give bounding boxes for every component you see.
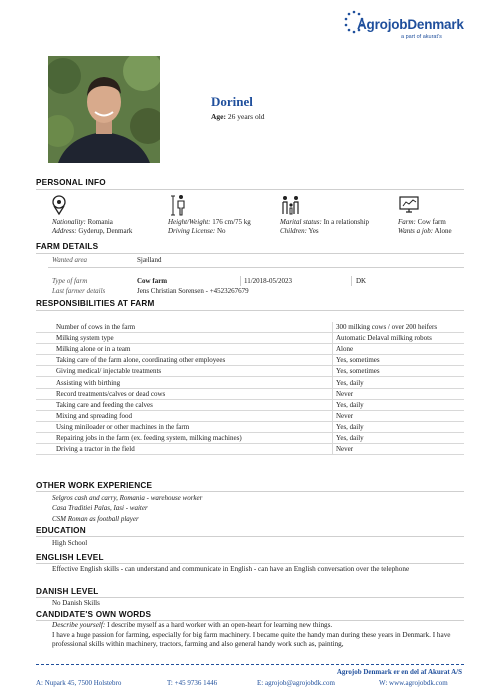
responsibility-task: Repairing jobs in the farm (ex. feeding system, milking machines) [36, 432, 333, 443]
responsibility-frequency: Automatic Delaval milking robots [333, 333, 465, 344]
responsibility-frequency: Yes, daily [333, 399, 465, 410]
wanted-area-label: Wanted area [52, 256, 88, 264]
table-row [36, 322, 464, 333]
farm-type-label: Type of farm [52, 277, 88, 285]
footer-email[interactable]: E: agrojob@agrojobdk.com [257, 679, 335, 687]
responsibilities-table [36, 322, 464, 455]
divider [351, 276, 352, 286]
farm-type: Farm: Cow farm Wants a job: Alone [398, 218, 452, 235]
table-row [36, 344, 464, 355]
table-row [36, 377, 464, 388]
responsibility-frequency: Yes, daily [333, 432, 465, 443]
last-farmer-label: Last farmer details [52, 287, 106, 295]
section-responsibilities: RESPONSIBILITIES AT FARM [36, 299, 155, 308]
responsibility-frequency: Yes, daily [333, 421, 465, 432]
section-farm-details: FARM DETAILS [36, 242, 99, 251]
responsibility-frequency: Alone [333, 344, 465, 355]
children: Children: [280, 227, 307, 235]
table-row [36, 388, 464, 399]
divider [36, 310, 464, 311]
responsibility-task: Giving medical/ injectable treatments [36, 366, 333, 377]
family-icon [280, 194, 302, 216]
table-row [36, 421, 464, 432]
candidate-name: Dorinel [211, 94, 253, 109]
responsibility-task: Taking care and feeding the calves [36, 399, 333, 410]
brand-name: AgrojobDenmark [357, 17, 464, 32]
height-weight: Height/Weight: 176 cm/75 kg Driving License: No [168, 218, 251, 235]
responsibility-frequency: Never [333, 388, 465, 399]
company-logo [343, 10, 468, 46]
location-pin-icon [48, 194, 70, 216]
list-item: Selgros cash and carry, Romania - warehouse worker [52, 494, 203, 502]
responsibility-task: Using miniloader or other machines in the farm [36, 421, 333, 432]
candidate-photo [48, 56, 160, 163]
farm-type-value: Cow farm [137, 277, 168, 285]
candidate-age: Age: 26 years old [211, 112, 265, 121]
responsibility-task: Record treatments/calves or dead cows [36, 388, 333, 399]
farm-computer-icon [398, 194, 420, 216]
section-danish-level: DANISH LEVEL [36, 587, 99, 596]
marital-status: Marital status: In a relationship Children: Yes [280, 218, 370, 235]
person-measure-icon [170, 194, 192, 216]
footer-address: A: Nupark 45, 7500 Holstebro [36, 679, 122, 687]
divider [36, 563, 464, 564]
responsibility-task: Milking system type [36, 333, 333, 344]
divider [36, 491, 464, 492]
footer-company: Agrojob Denmark er en del af Akurat A/S [336, 668, 462, 676]
farm-country: DK [356, 277, 367, 285]
section-other-work: OTHER WORK EXPERIENCE [36, 481, 153, 490]
list-item: Casa Traditiei Palas, Iasi - waiter [52, 504, 148, 513]
nationality: Nationality: Romania Address: Gyderup, Denmark [52, 218, 133, 235]
responsibility-task: Number of cows in the farm [36, 322, 333, 333]
table-row [36, 399, 464, 410]
responsibility-task: Milking alone or in a team [36, 344, 333, 355]
responsibility-frequency: Never [333, 444, 465, 455]
divider [36, 597, 464, 598]
wanted-area-value: Sjælland [137, 256, 162, 264]
section-english-level: ENGLISH LEVEL [36, 553, 104, 562]
responsibility-task: Taking care of the farm alone, coordinating other employees [36, 355, 333, 366]
responsibility-task: Driving a tractor in the field [36, 444, 333, 455]
footer-phone: T: +45 9736 1446 [167, 679, 218, 687]
section-own-words: CANDIDATE'S OWN WORDS [36, 610, 152, 619]
divider [36, 189, 464, 190]
own-words-text: Describe yourself: I describe myself as a hard worker with an open-heart for learning new things. I have a huge passion for farming, especially for big farm machinery. I became quite the handy man during these years in Denmark. I have professional skills within machinery, tractors, farming and also general handy work such as, painting, [52, 621, 451, 648]
divider [36, 253, 464, 254]
table-row [36, 355, 464, 366]
table-row [36, 444, 464, 455]
responsibility-frequency: Yes, sometimes [333, 355, 465, 366]
divider [36, 536, 464, 537]
wants-job: Wants a job: [398, 227, 434, 235]
section-education: EDUCATION [36, 526, 86, 535]
farm-period: 11/2018-05/2023 [244, 277, 292, 285]
footer-divider [36, 664, 464, 665]
responsibility-task: Assisting with birthing [36, 377, 333, 388]
danish-value: No Danish Skills [52, 599, 100, 607]
last-farmer-value: Jens Christian Sorensen - +4523267679 [137, 287, 249, 295]
responsibility-frequency: Yes, daily [333, 377, 465, 388]
table-row [36, 410, 464, 421]
brand-subtitle: a part of akurat’s [401, 34, 442, 40]
responsibility-frequency: Yes, sometimes [333, 366, 465, 377]
footer-website[interactable]: W: www.agrojobdk.com [379, 679, 448, 687]
address: Address: [52, 227, 77, 235]
work-list [52, 493, 202, 524]
responsibility-frequency: Never [333, 410, 465, 421]
list-item: CSM Roman as football player [52, 514, 139, 523]
table-row [36, 432, 464, 443]
education-value: High School [52, 539, 88, 547]
divider [240, 276, 241, 286]
driving-license: Driving License: [168, 227, 216, 235]
responsibility-frequency: 300 milking cows / over 200 heifers [333, 322, 465, 333]
table-row [36, 366, 464, 377]
divider [48, 267, 464, 268]
section-personal-info: PERSONAL INFO [36, 178, 106, 187]
english-value: Effective English skills - can understand and communicate in English - can have an English conversation over the telephone [52, 565, 410, 573]
responsibility-task: Mixing and spreading food [36, 410, 333, 421]
table-row [36, 333, 464, 344]
